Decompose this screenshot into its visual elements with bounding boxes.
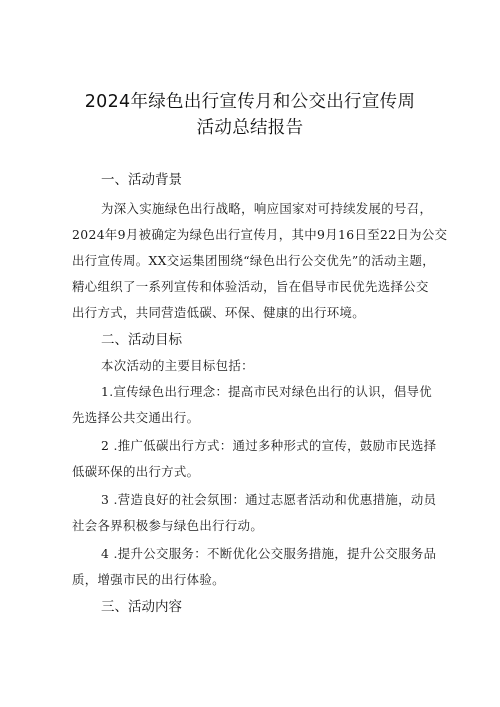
- section-heading-background: 一、活动背景: [101, 172, 182, 188]
- goal-item-3-line-1: 3 .营造良好的社会氛围：通过志愿者活动和优惠措施，动员: [101, 492, 437, 507]
- goal-item-2-line-1: 2 .推广低碳出行方式：通过多种形式的宣传，鼓励市民选择: [101, 438, 437, 453]
- goal-item-4-line-1: 4 .提升公交服务：不断优化公交服务措施，提升公交服务品: [101, 546, 437, 561]
- goal-item-1-line-2: 先选择公共交通出行。: [72, 410, 200, 425]
- goal-item-2-line-2: 低碳环保的出行方式。: [72, 464, 200, 479]
- paragraph-intro: 本次活动的主要目标包括：: [101, 358, 254, 373]
- paragraph-line: 出行方式，共同营造低碳、环保、健康的出行环境。: [72, 305, 366, 320]
- goal-item-3-line-2: 社会各界积极参与绿色出行行动。: [72, 518, 264, 533]
- paragraph-line: 为深入实施绿色出行战略，响应国家对可持续发展的号召，: [101, 201, 433, 216]
- section-heading-goals: 二、活动目标: [101, 332, 182, 348]
- paragraph-line: 2024年9月被确定为绿色出行宣传月，其中9月16日至22日为公交: [72, 227, 448, 242]
- paragraph-line: 精心组织了一系列宣传和体验活动，旨在倡导市民优先选择公交: [72, 279, 429, 294]
- goal-item-4-line-2: 质，增强市民的出行体验。: [72, 572, 225, 587]
- section-heading-content: 三、活动内容: [101, 599, 182, 615]
- paragraph-line: 出行宣传周。XX交运集团围绕“绿色出行公交优先”的活动主题，: [72, 253, 435, 268]
- goal-item-1-line-1: 1.宣传绿色出行理念：提高市民对绿色出行的认识，倡导优: [101, 384, 433, 399]
- document-title-line-1: 2024年绿色出行宣传月和公交出行宣传周: [84, 92, 416, 112]
- document-title-line-2: 活动总结报告: [196, 118, 304, 138]
